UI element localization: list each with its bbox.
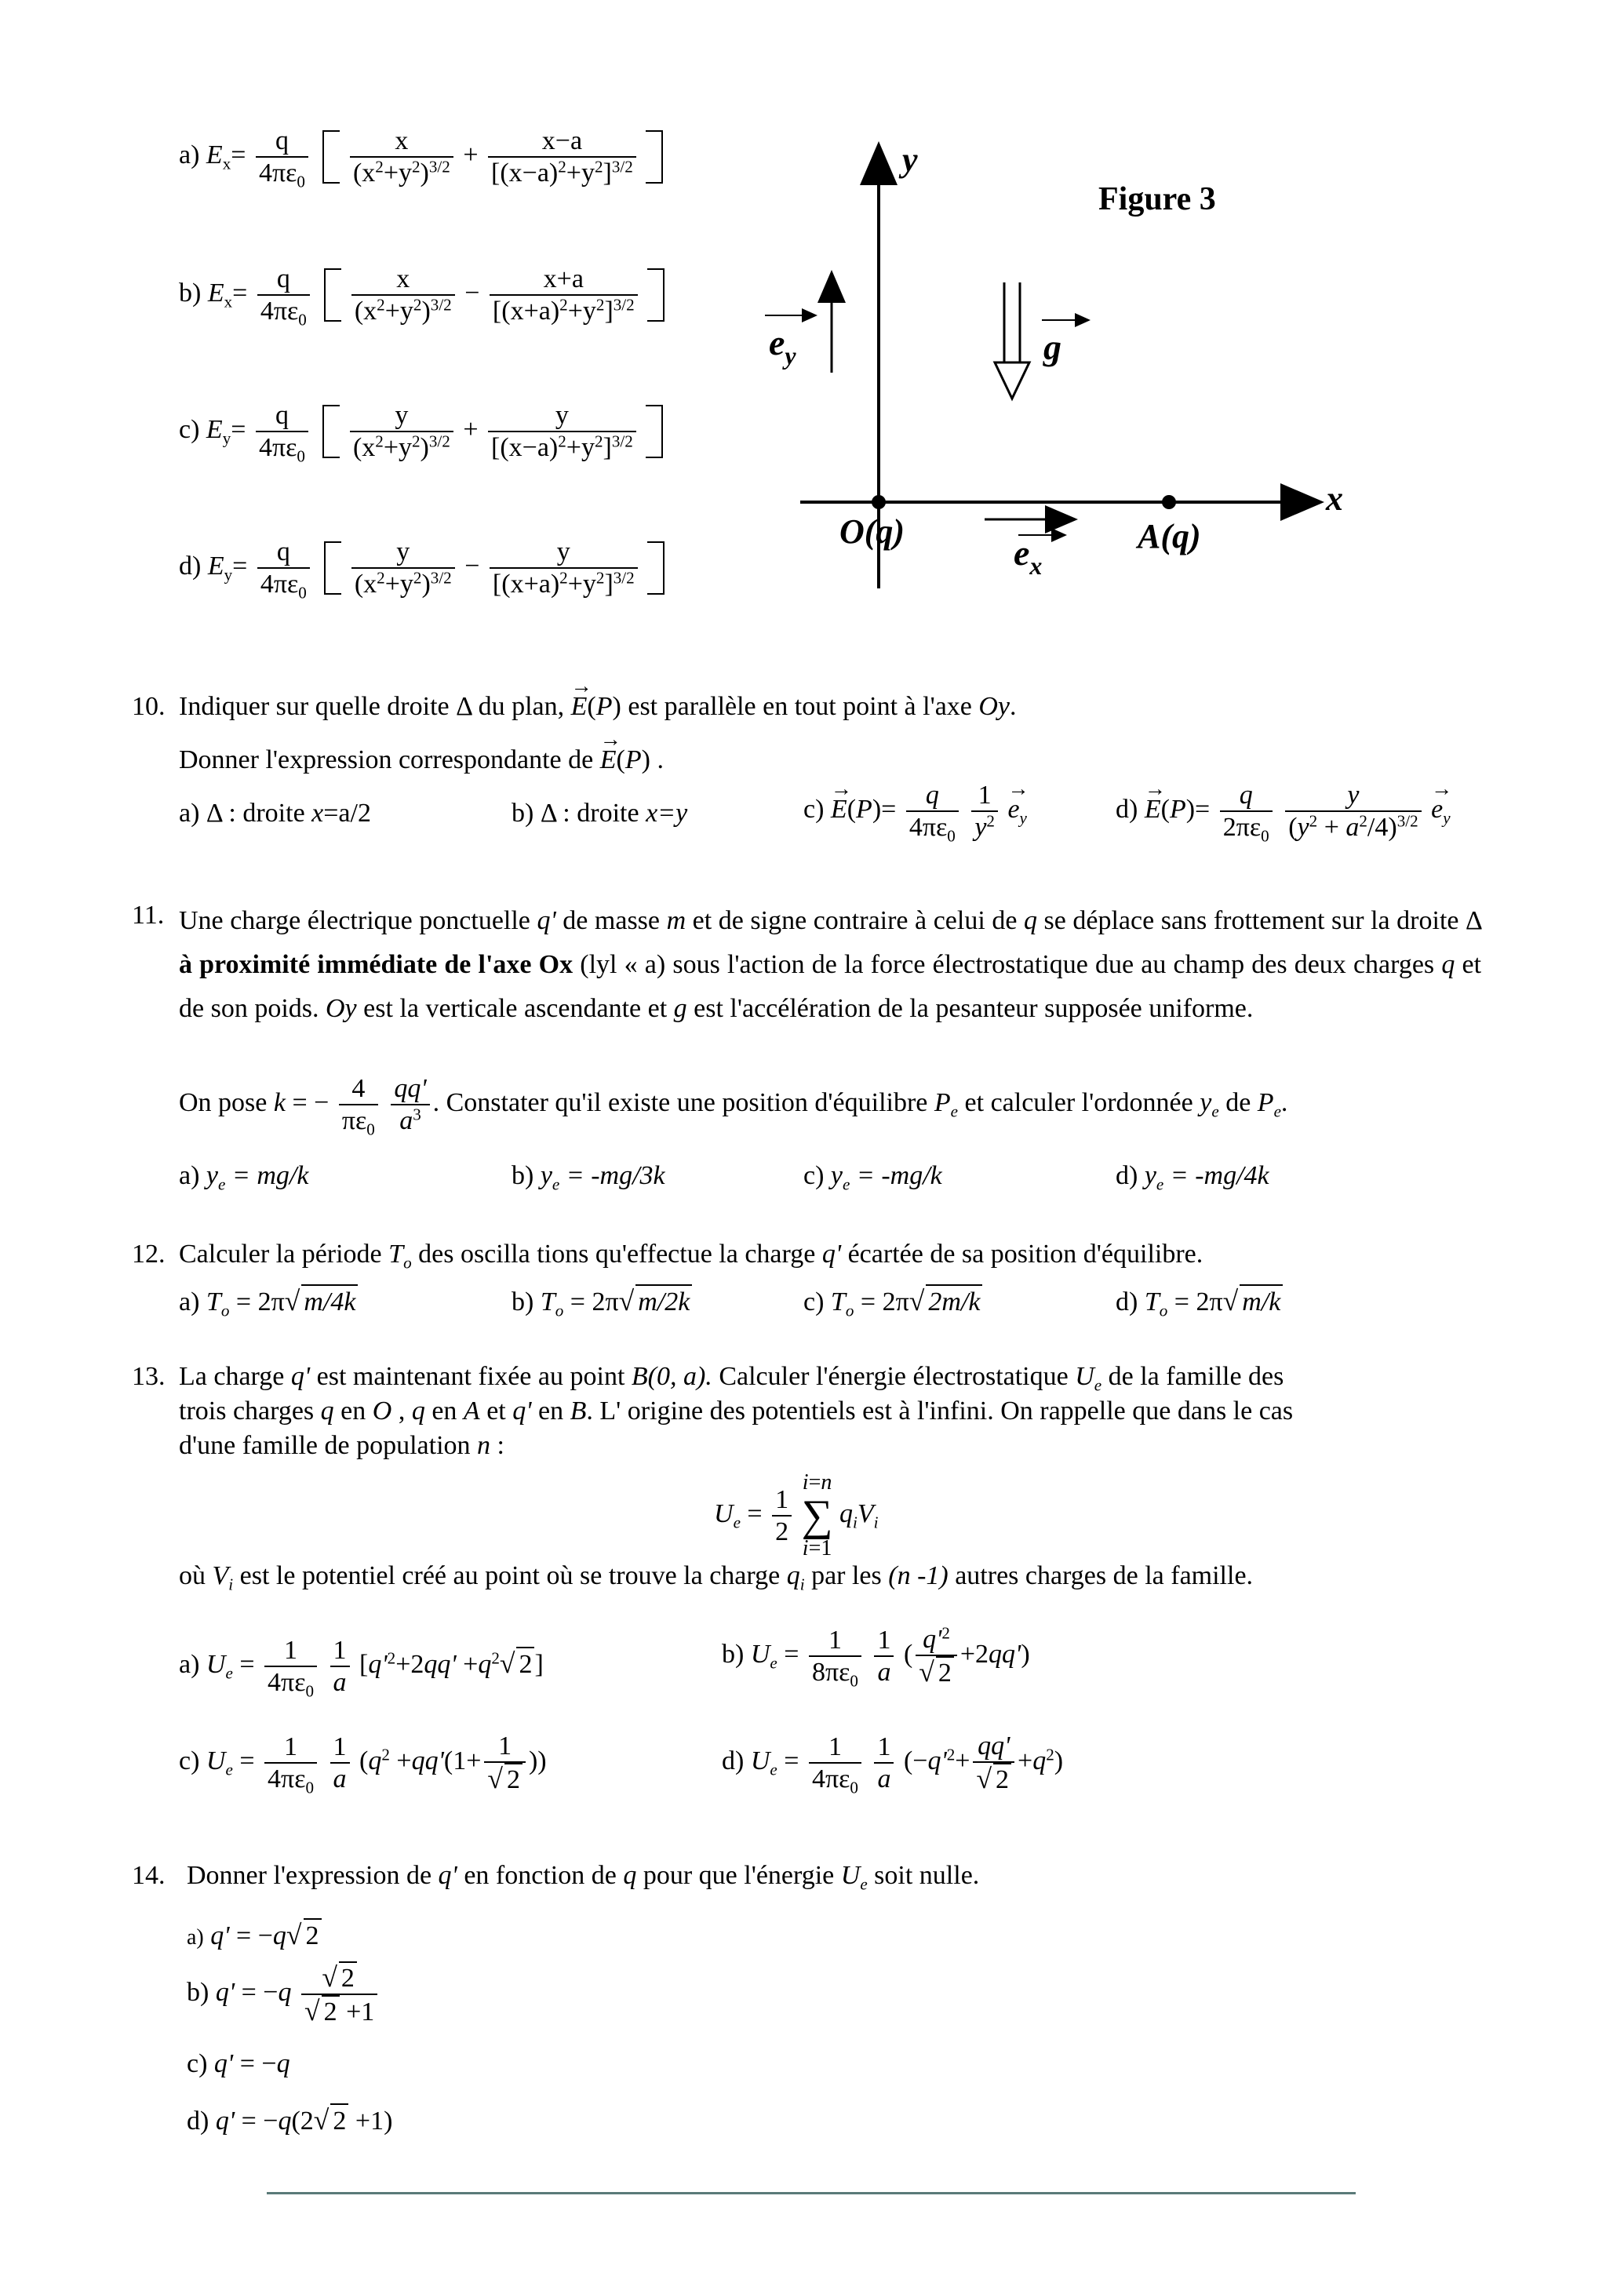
g-label: g (1043, 327, 1061, 367)
q10-option-b: b) Δ : droite x=y (512, 799, 688, 828)
q11-answer-b: b) $y_e = -mg/3k$ (512, 1161, 665, 1194)
q12-answer-d: d) $T_o = 2\pi√$ m/k (1116, 1284, 1283, 1320)
q9-option-c: c) $E_y=$ $\frac{q}{4\pi\varepsilon_0}$ $\frac{y}{(x^2+y^2)^{3/2}}$ + $\frac{y}{[(x-a)^2+y^2]^{3/2}}$ (179, 400, 668, 463)
q14-answer-b: b) q' = −q $\frac{√ 2}{√ 2 +1}$ (187, 1961, 381, 2027)
q10-option-d: d) → E(P)= $\frac{q}{2\pi\varepsilon_0}$ $\frac{y}{(y^2 + a^2/4)^{3/2}}$ → $e_y$ (1116, 780, 1451, 843)
q10-number: 10. (132, 692, 166, 721)
q9-option-d: d) $E_y=$ $\frac{q}{4\pi\varepsilon_0}$ $\frac{y}{(x^2+y^2)^{3/2}}$ − $\frac{y}{[(x+a)^2+y^2]^{3/2}}$ (179, 537, 669, 599)
option-letter: a) (179, 140, 200, 169)
q13-answer-b: b) $U_e$ = $\frac{1}{8\pi\varepsilon_0}$ $\frac{1}{a}$ ( $\frac{q'^2}{√ 2}$ +2qq') (722, 1623, 1030, 1691)
q14-answer-d: d) q' = −q(2√ 2 +1) (187, 2103, 392, 2139)
q12-answer-c: c) $T_o = 2\pi√$ 2m/k (803, 1284, 982, 1320)
q13-answer-c: c) $U_e$ = $\frac{1}{4\pi\varepsilon_0}$ $\frac{1}{a}$ ($q^2 +qq'(1+$ $\frac{1}{√ 2}$ )) (179, 1731, 547, 1797)
q14-number: 14. (132, 1861, 166, 1890)
q11-answer-c: c) $y_e = -mg/k$ (803, 1161, 942, 1194)
q13-line3: d'une famille de population n : (179, 1431, 504, 1460)
q10-option-a: a) Δ : droite x=a/2 (179, 799, 371, 828)
q9-option-b: b) $E_x=$ $\frac{q}{4\pi\varepsilon_0}$ $\frac{x}{(x^2+y^2)^{3/2}}$ − $\frac{x+a}{[(x+a)^2+y^2]^{3/2}}$ (179, 264, 669, 326)
y-axis-label: y (902, 140, 918, 179)
ex-label: $e_x$ (1014, 533, 1043, 580)
q12-number: 12. (132, 1240, 166, 1269)
q11-pose: On pose k = − $\frac{4}{\pi\varepsilon_0}$ $\frac{qq'}{a^3}$ . Constater qu'il existe une position d'équilibre $P_e$ et calculer l'ordonnée $y_e$ de $P_e$. (179, 1074, 1288, 1139)
q13-number: 13. (132, 1362, 166, 1391)
q10-line1: Indiquer sur quelle droite Δ du plan, → E(P) est parallèle en tout point à l'axe Oy. (179, 690, 1017, 724)
g-arrow-head (995, 362, 1029, 399)
origin-label: O(q) (839, 512, 905, 551)
figure-3 (753, 133, 1373, 604)
q11-answer-a: a) $y_e = mg/k$ (179, 1161, 309, 1194)
q13-line4: où $V_i$ est le potentiel créé au point où se trouve la charge $q_i$ par les (n -1) autres charges de la famille. (179, 1561, 1254, 1594)
q12-text: Calculer la période $T_o$ des oscilla tions qu'effectue la charge q' écartée de sa position d'équilibre. (179, 1240, 1203, 1273)
q13-line2: trois charges q en O , q en A et q' en B. L' origine des potentiels est à l'infini. On rappelle que dans le cas (179, 1396, 1294, 1426)
ey-label: $e_y$ (769, 322, 796, 370)
footer-rule (267, 2192, 1356, 2194)
q11-answer-d: d) $y_e = -mg/4k$ (1116, 1161, 1269, 1194)
q9-option-a: a) $E_x=$ $\frac{q}{4\pi\varepsilon_0}$ $\frac{x}{(x^2+y^2)^{3/2}}$ + $\frac{x-a}{[(x-a)^2+y^2]^{3/2}}$ (179, 126, 668, 188)
q13-answer-d: d) $U_e$ = $\frac{1}{4\pi\varepsilon_0}$ $\frac{1}{a}$ ($-q'^2+$ $\frac{qq'}{√ 2}$ $+q^2$) (722, 1731, 1064, 1797)
q14-answer-a: a) q' = −q√ 2 (187, 1917, 322, 1954)
q11-text: Une charge électrique ponctuelle q' de masse m et de signe contraire à celui de q se déplace sans frottement sur la droite Δ à proximité immédiate de l'axe Ox (lyl « a) sous l'action de la force électrostatique due au champ des deux charges q et de son poids. Oy est la verticale ascendante et g est l'accélération de la pesanteur supposée uniforme. (179, 906, 1482, 1023)
q11-number: 11. (132, 901, 165, 930)
point-a (1162, 495, 1176, 509)
q12-answer-b: b) $T_o = 2\pi√$ m/2k (512, 1284, 692, 1320)
origin-point (872, 495, 886, 509)
figure-title: Figure 3 (1098, 181, 1216, 217)
q13-answer-a: a) $U_e$ = $\frac{1}{4\pi\varepsilon_0}$ $\frac{1}{a}$ [$q'^2+2qq' +q^2√$ 2] (179, 1636, 544, 1701)
q14-answer-c: c) q' = −q (187, 2049, 290, 2078)
q10-line2: Donner l'expression correspondante de → E(P) . (179, 744, 664, 777)
q13-energy-formula: $U_e$ = $\frac{1}{2}$ i=n ∑ i=1 $q_iV_i$ (714, 1470, 879, 1560)
point-a-label: A(q) (1138, 517, 1201, 555)
q10-option-c: c) → E(P)= $\frac{q}{4\pi\varepsilon_0}$ $\frac{1}{y^2}$ → $e_y$ (803, 780, 1027, 843)
q13-line1: La charge q' est maintenant fixée au point B(0, a). Calculer l'énergie électrostatique $U_e$ de la famille des (179, 1362, 1284, 1395)
q14-text: Donner l'expression de q' en fonction de q pour que l'énergie $U_e$ soit nulle. (187, 1861, 980, 1894)
x-axis-label: x (1326, 479, 1343, 518)
q12-answer-a: a) $T_o = 2\pi√$ m/4k (179, 1284, 358, 1320)
